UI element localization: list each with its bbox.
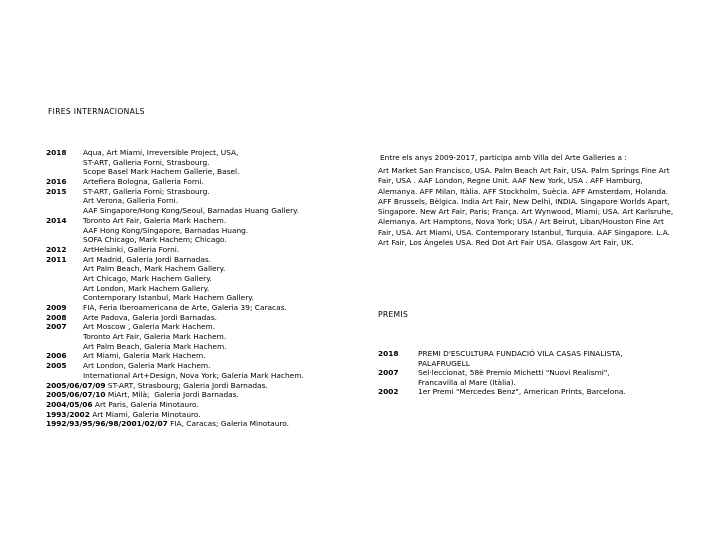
fair-row xyxy=(46,255,304,265)
fair-year: 2008 xyxy=(46,312,67,322)
fair-text: ST-ART, Galleria Forni; Strasbourg. xyxy=(83,186,210,196)
prize-row xyxy=(378,349,678,368)
fair-row xyxy=(46,158,304,168)
fair-year xyxy=(46,206,83,216)
fair-text: Scope Basel Mark Hachem Gallerie, Basel. xyxy=(83,167,240,177)
fair-row xyxy=(46,264,304,274)
fair-text: FIA, Feria Iberoamericana de Arte, Galeria 39; Caracas. xyxy=(83,303,287,312)
fair-text: Art Palm Beach, Mark Hachem Gallery. xyxy=(83,264,226,274)
fair-text: Art Moscow , Galeria Mark Hachem. xyxy=(83,322,216,332)
fair-text: International Art+Design, Nova York; Galeria Mark Hachem. xyxy=(83,370,304,380)
fair-text: Art Chicago, Mark Hachem Gallery. xyxy=(83,273,212,283)
fair-row-multi-year xyxy=(46,400,304,410)
fair-row xyxy=(46,293,304,303)
fair-row xyxy=(46,351,304,361)
prizes-list xyxy=(378,349,678,397)
fair-text: Art London, Mark Hachem Gallery. xyxy=(83,283,210,293)
fair-text: Art Paris, Galeria Minotauro. xyxy=(92,399,199,409)
fair-years: 1993/2002 xyxy=(46,409,90,419)
fair-row xyxy=(46,177,304,187)
fair-row xyxy=(46,322,304,332)
fair-row xyxy=(46,332,304,342)
prize-year: 2007 xyxy=(378,368,399,378)
fair-row-multi-year xyxy=(46,410,304,420)
fair-year xyxy=(46,226,83,236)
prize-row xyxy=(378,368,678,387)
fair-year xyxy=(46,274,83,284)
fair-year: 2005 xyxy=(46,361,67,371)
fair-year xyxy=(46,264,83,274)
fair-text: SOFA Chicago, Mark Hachem; Chicago. xyxy=(83,235,227,245)
fair-year xyxy=(46,371,83,381)
fair-row xyxy=(46,245,304,255)
fairs-list xyxy=(46,148,304,429)
fair-row xyxy=(46,361,304,371)
fair-text: Aqua, Art Miami, Irreversible Project, USA, xyxy=(83,148,239,157)
fair-text: Artefiera Bologna, Galleria Forni. xyxy=(83,177,204,187)
fair-text: Art Miami, Galeria Minotauro. xyxy=(89,409,201,419)
fair-text: Toronto Art Fair, Galeria Mark Hachem. xyxy=(83,215,227,225)
fair-row-multi-year xyxy=(46,381,304,391)
fair-row xyxy=(46,284,304,294)
fair-text: Toronto Art Fair, Galeria Mark Hachem. xyxy=(83,332,227,342)
fair-text: FIA, Caracas; Galeria Minotauro. xyxy=(167,419,290,429)
fair-year xyxy=(46,293,83,303)
fair-row xyxy=(46,226,304,236)
fair-year: 2014 xyxy=(46,215,67,225)
fair-row xyxy=(46,303,304,313)
prize-row xyxy=(378,387,678,397)
fair-years: 2005/06/07/09 xyxy=(46,380,106,390)
fair-row-multi-year xyxy=(46,390,304,400)
fair-year: 2006 xyxy=(46,351,67,361)
fair-text: ST-ART, Strasbourg; Galeria Jordi Barnadas. xyxy=(105,380,268,390)
fair-row xyxy=(46,274,304,284)
fair-row xyxy=(46,235,304,245)
fair-years: 2004/05/06 xyxy=(46,399,93,409)
prize-text: 1er Premi "Mercedes Benz", American Prints, Barcelona. xyxy=(418,387,626,397)
villa-arte-fairs-paragraph: Art Market San Francisco, USA. Palm Beach Art Fair, USA. Palm Springs Fine Art Fair, USA . AAF London, Regne Unit. AAF New York, USA . AFF Hamburg, Alemanya. AFF Milan, Itàlia. AFF Stockholm, Suècia. AFF Amsterdam, Holanda. AFF Brussels, Bèlgica. India Art Fair, New Delhi, INDIA. Singapore Worlds Apart, Singapore. New Art Fair, Paris; França. Art Wynwood, Miami; USA. Art Karlsruhe, Alemanya. Art Hamptons, Nova York; USA / Art Beirut, Liban/Houston Fine Art Fair, USA. Art Miami, USA. Contemporary Istanbul, Turquia. AAF Singapore. L.A. Art Fair, Los Ángeles USA. Red Dot Art Fair USA. Glasgow Art Fair, UK. xyxy=(378,166,674,248)
fair-row xyxy=(46,216,304,226)
prize-year: 2018 xyxy=(378,349,399,358)
fair-text: AAF Hong Kong/Singapore, Barnadas Huang. xyxy=(83,225,249,235)
fair-year: 2007 xyxy=(46,322,67,332)
fair-row xyxy=(46,187,304,197)
fair-text: Contemporary Istanbul, Mark Hachem Gallery. xyxy=(83,293,254,303)
fair-row xyxy=(46,196,304,206)
fair-year xyxy=(46,196,83,206)
fair-year xyxy=(46,167,83,177)
fair-row xyxy=(46,371,304,381)
fair-row xyxy=(46,148,304,158)
fair-year xyxy=(46,332,83,342)
fair-row xyxy=(46,206,304,216)
section-title-fires: FIRES INTERNACIONALS xyxy=(48,107,145,116)
fair-text: ST-ART, Galleria Forni, Strasbourg. xyxy=(83,157,210,167)
fair-year: 2009 xyxy=(46,303,67,312)
prize-text: Sel·leccionat, 58è Premio Michetti "Nuovi Realismi", Francavilla al Mare (Itàlia). xyxy=(418,368,610,387)
fair-text: Art Palm Beach, Galeria Mark Hachem. xyxy=(83,341,227,351)
fair-years: 1992/93/95/96/98/2001/02/07 xyxy=(46,419,168,429)
fair-year xyxy=(46,342,83,352)
fair-years: 2005/06/07/10 xyxy=(46,390,106,400)
fair-row-multi-year xyxy=(46,419,304,429)
fair-row xyxy=(46,313,304,323)
fair-year: 2012 xyxy=(46,244,67,254)
fair-text: Art London, Galeria Mark Hachem. xyxy=(83,361,211,371)
fair-text: Arte Padova, Galeria Jordi Barnadas. xyxy=(83,312,218,322)
fair-text: MiArt, Milà; Galeria Jordi Barnadas. xyxy=(105,390,239,400)
fair-row xyxy=(46,167,304,177)
fair-text: Art Madrid, Galeria Jordi Barnadas. xyxy=(83,254,212,264)
fair-text: Art Verona, Galleria Forni. xyxy=(83,196,179,206)
villa-arte-intro: Entre els anys 2009-2017, participa amb Villa del Arte Galleries a : xyxy=(380,153,627,162)
fair-text: Art Miami, Galeria Mark Hachem. xyxy=(83,351,206,361)
fair-year: 2018 xyxy=(46,148,67,157)
fair-year: 2016 xyxy=(46,177,67,187)
fair-text: AAF Singapore/Hong Kong/Seoul, Barnadas Huang Gallery. xyxy=(83,206,299,216)
fair-year: 2015 xyxy=(46,186,67,196)
fair-text: ArtHelsinki, Galleria Forni. xyxy=(83,244,180,254)
fair-year xyxy=(46,158,83,168)
fair-year: 2011 xyxy=(46,254,67,264)
fair-row xyxy=(46,342,304,352)
fair-year xyxy=(46,235,83,245)
fair-year xyxy=(46,284,83,294)
section-title-premis: PREMIS xyxy=(378,310,409,319)
prize-year: 2002 xyxy=(378,387,399,397)
prize-text: PREMI D'ESCULTURA FUNDACIÓ VILA CASAS FINALISTA, PALAFRUGELL xyxy=(418,349,623,368)
